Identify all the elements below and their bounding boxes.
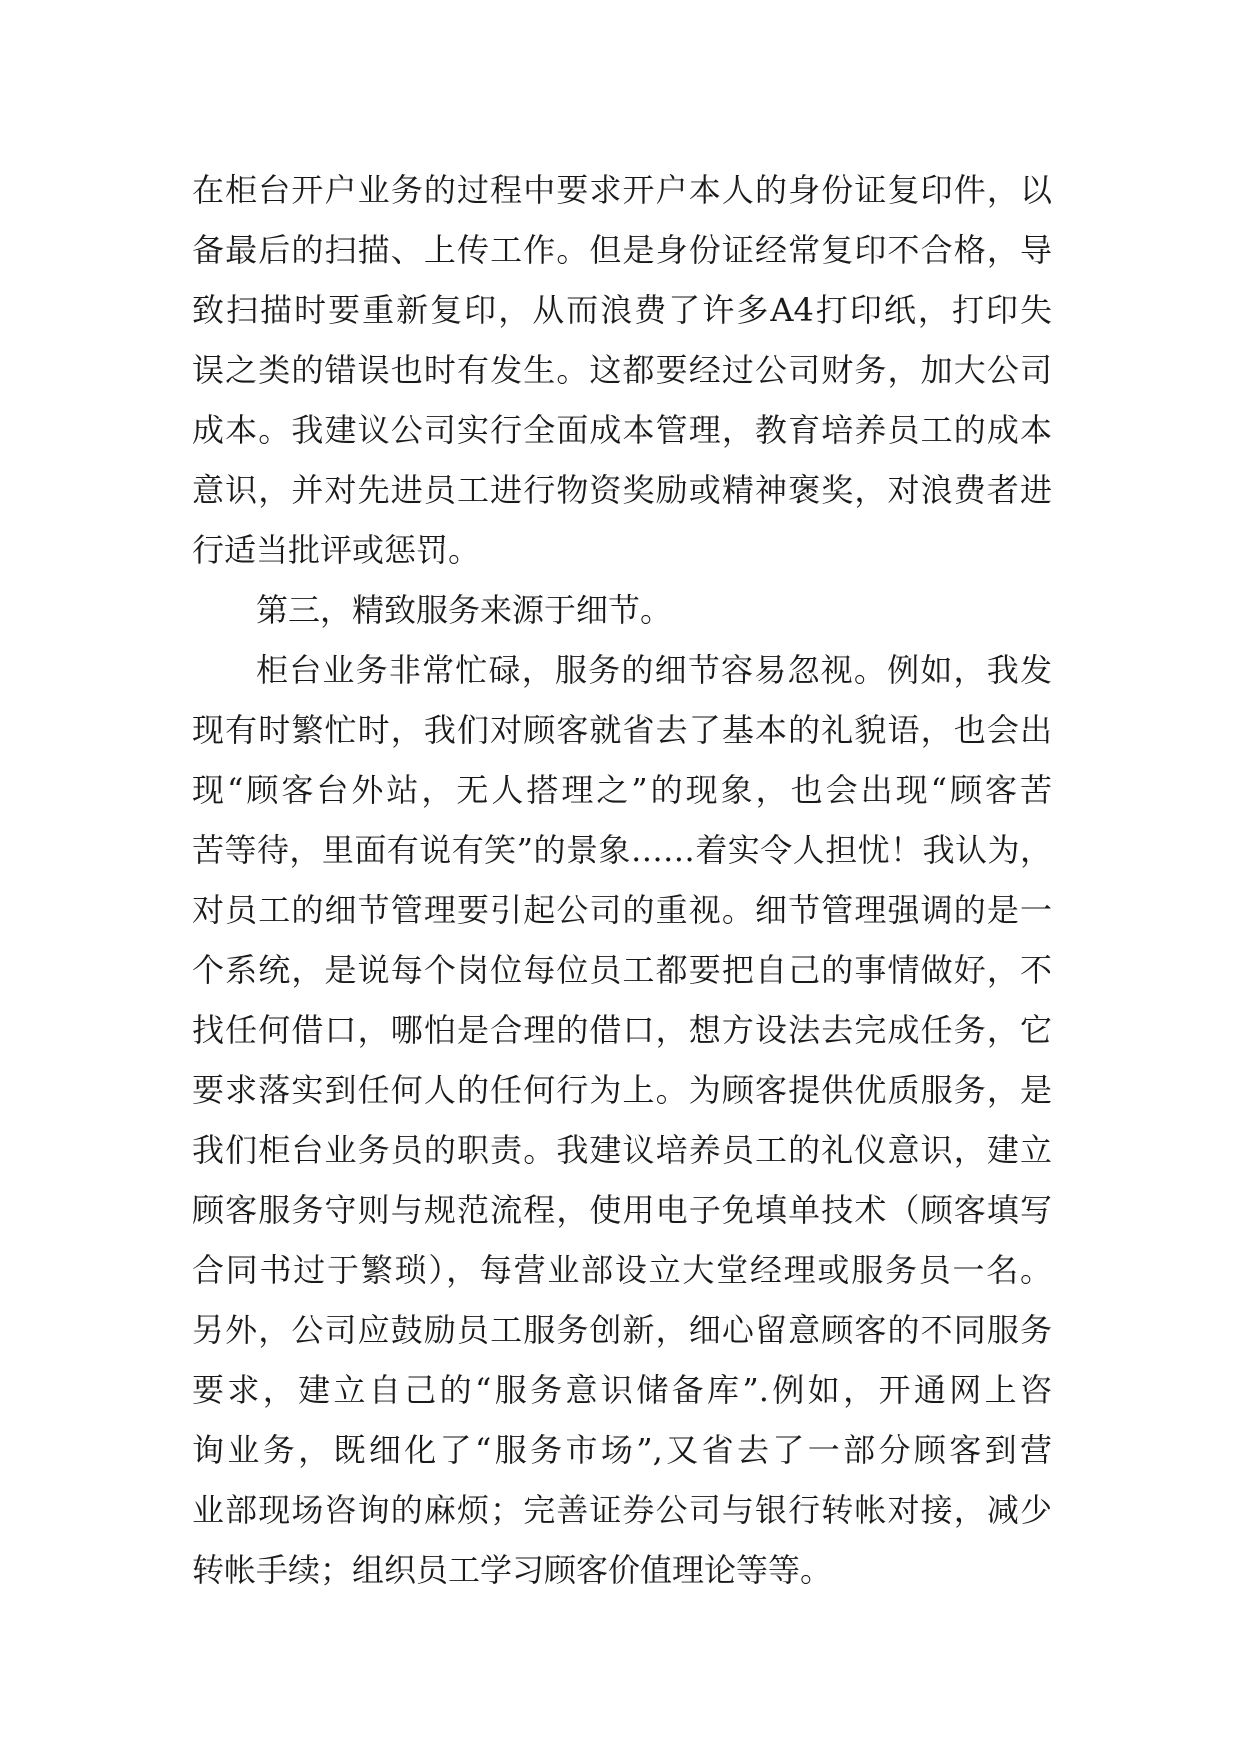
paragraph-3-line-7: 找任何借口，哪怕是合理的借口，想方设法去完成任务，它 xyxy=(192,1011,1052,1049)
document-body xyxy=(192,160,1052,1600)
paragraph-3-line-2: 现有时繁忙时，我们对顾客就省去了基本的礼貌语，也会出 xyxy=(192,711,1052,749)
paragraph-1-line-5: 成本。我建议公司实行全面成本管理，教育培养员工的成本 xyxy=(192,411,1052,449)
paragraph-3-line-13: 要求，建立自己的“服务意识储备库”.例如，开通网上咨 xyxy=(192,1371,1052,1409)
paragraph-3-line-3: 现“顾客台外站，无人搭理之”的现象，也会出现“顾客苦 xyxy=(192,771,1052,809)
paragraph-3-line-9: 我们柜台业务员的职责。我建议培养员工的礼仪意识，建立 xyxy=(192,1131,1052,1169)
paragraph-1-line-7: 行适当批评或惩罚。 xyxy=(192,531,481,569)
paragraph-1-line-6: 意识，并对先进员工进行物资奖励或精神褒奖，对浪费者进 xyxy=(192,471,1052,509)
paragraph-1-line-4: 误之类的错误也时有发生。这都要经过公司财务，加大公司 xyxy=(192,351,1052,389)
paragraph-3-line-11: 合同书过于繁琐），每营业部设立大堂经理或服务员一名。 xyxy=(192,1251,1052,1289)
paragraph-3-line-6: 个系统，是说每个岗位每位员工都要把自己的事情做好，不 xyxy=(192,951,1052,989)
paragraph-3-line-16: 转帐手续；组织员工学习顾客价值理论等等。 xyxy=(192,1551,833,1589)
paragraph-3-line-12: 另外，公司应鼓励员工服务创新，细心留意顾客的不同服务 xyxy=(192,1311,1052,1349)
paragraph-2-line-1: 第三，精致服务来源于细节。 xyxy=(256,591,673,629)
paragraph-3-line-14: 询业务，既细化了“服务市场”,又省去了一部分顾客到营 xyxy=(192,1431,1052,1469)
paragraph-3-line-4: 苦等待，里面有说有笑”的景象……着实令人担忧！我认为， xyxy=(192,831,1052,869)
paragraph-3-line-5: 对员工的细节管理要引起公司的重视。细节管理强调的是一 xyxy=(192,891,1052,929)
paragraph-3-line-1: 柜台业务非常忙碌，服务的细节容易忽视。例如，我发 xyxy=(256,651,1052,689)
paragraph-3-line-8: 要求落实到任何人的任何行为上。为顾客提供优质服务，是 xyxy=(192,1071,1052,1109)
paragraph-1-line-1: 在柜台开户业务的过程中要求开户本人的身份证复印件，以 xyxy=(192,171,1052,209)
paragraph-1-line-2: 备最后的扫描、上传工作。但是身份证经常复印不合格，导 xyxy=(192,231,1052,269)
paragraph-3-line-15: 业部现场咨询的麻烦；完善证券公司与银行转帐对接，减少 xyxy=(192,1491,1052,1529)
paragraph-1-line-3: 致扫描时要重新复印，从而浪费了许多A4打印纸，打印失 xyxy=(192,291,1052,329)
paragraph-3-line-10: 顾客服务守则与规范流程，使用电子免填单技术（顾客填写 xyxy=(192,1191,1052,1229)
